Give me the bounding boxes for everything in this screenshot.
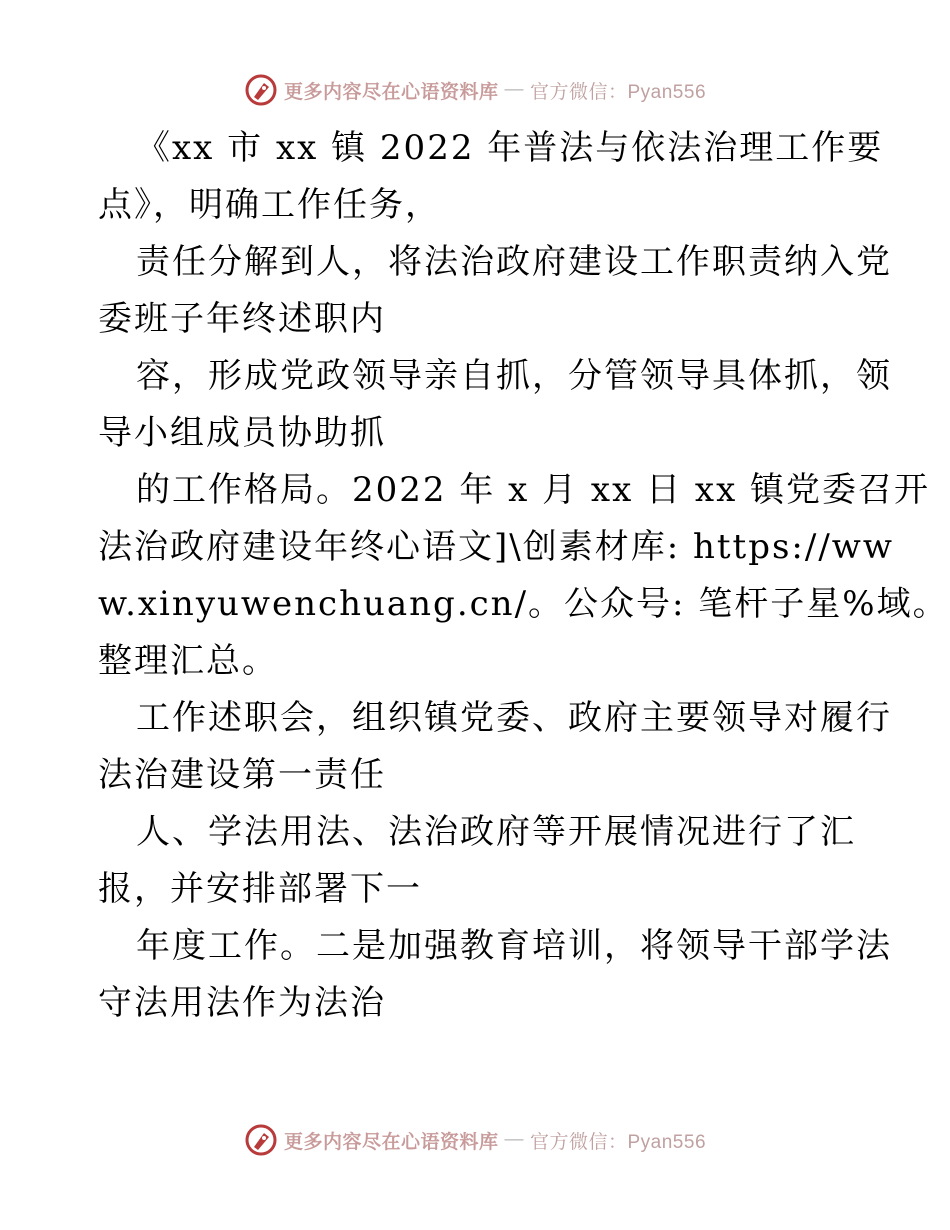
body-line: 报，并安排部署下一 [98, 869, 422, 909]
header-wechat-text: 官方微信：Pyan556 [530, 81, 707, 103]
footer-separator: — [504, 1129, 524, 1150]
body-line: 法治建设第一责任 [98, 755, 386, 795]
body-line: 守法用法作为法治 [98, 983, 386, 1023]
body-line: 责任分解到人，将法治政府建设工作职责纳入党 [136, 242, 892, 282]
footer-site-text: 更多内容尽在心语资料库 [283, 1131, 499, 1153]
body-line: 《xx 市 xx 镇 2022 年普法与依法治理工作要 [136, 128, 884, 168]
body-line: w.xinyuwenchuang.cn/。公众号: 笔杆子星%域。 [98, 584, 949, 624]
header-site-text: 更多内容尽在心语资料库 [283, 81, 499, 103]
header-banner [0, 70, 950, 110]
body-line: 容，形成党政领导亲自抓，分管领导具体抓，领 [136, 356, 892, 396]
pen-nib-logo-icon [244, 73, 278, 107]
footer-wechat-text: 官方微信：Pyan556 [530, 1131, 707, 1153]
header-separator: — [504, 79, 524, 100]
header-banner-content [244, 73, 706, 107]
body-line: 的工作格局。2022 年 x 月 xx 日 xx 镇党委召开 [136, 470, 931, 510]
pen-nib-logo-icon [244, 1123, 278, 1157]
footer-banner-content [244, 1123, 706, 1157]
body-line: 工作述职会，组织镇党委、政府主要领导对履行 [136, 698, 892, 738]
footer-banner [0, 1120, 950, 1160]
body-line: 委班子年终述职内 [98, 299, 386, 339]
body-line: 人、学法用法、法治政府等开展情况进行了汇 [136, 812, 856, 852]
body-line: 整理汇总。 [98, 641, 278, 681]
body-line: 导小组成员协助抓 [98, 413, 386, 453]
body-line: 年度工作。二是加强教育培训，将领导干部学法 [136, 926, 892, 966]
body-line: 法治政府建设年终心语文]\创素材库: https://ww [98, 527, 894, 567]
document-body [98, 120, 949, 1032]
body-line: 点》，明确工作任务， [98, 185, 441, 225]
